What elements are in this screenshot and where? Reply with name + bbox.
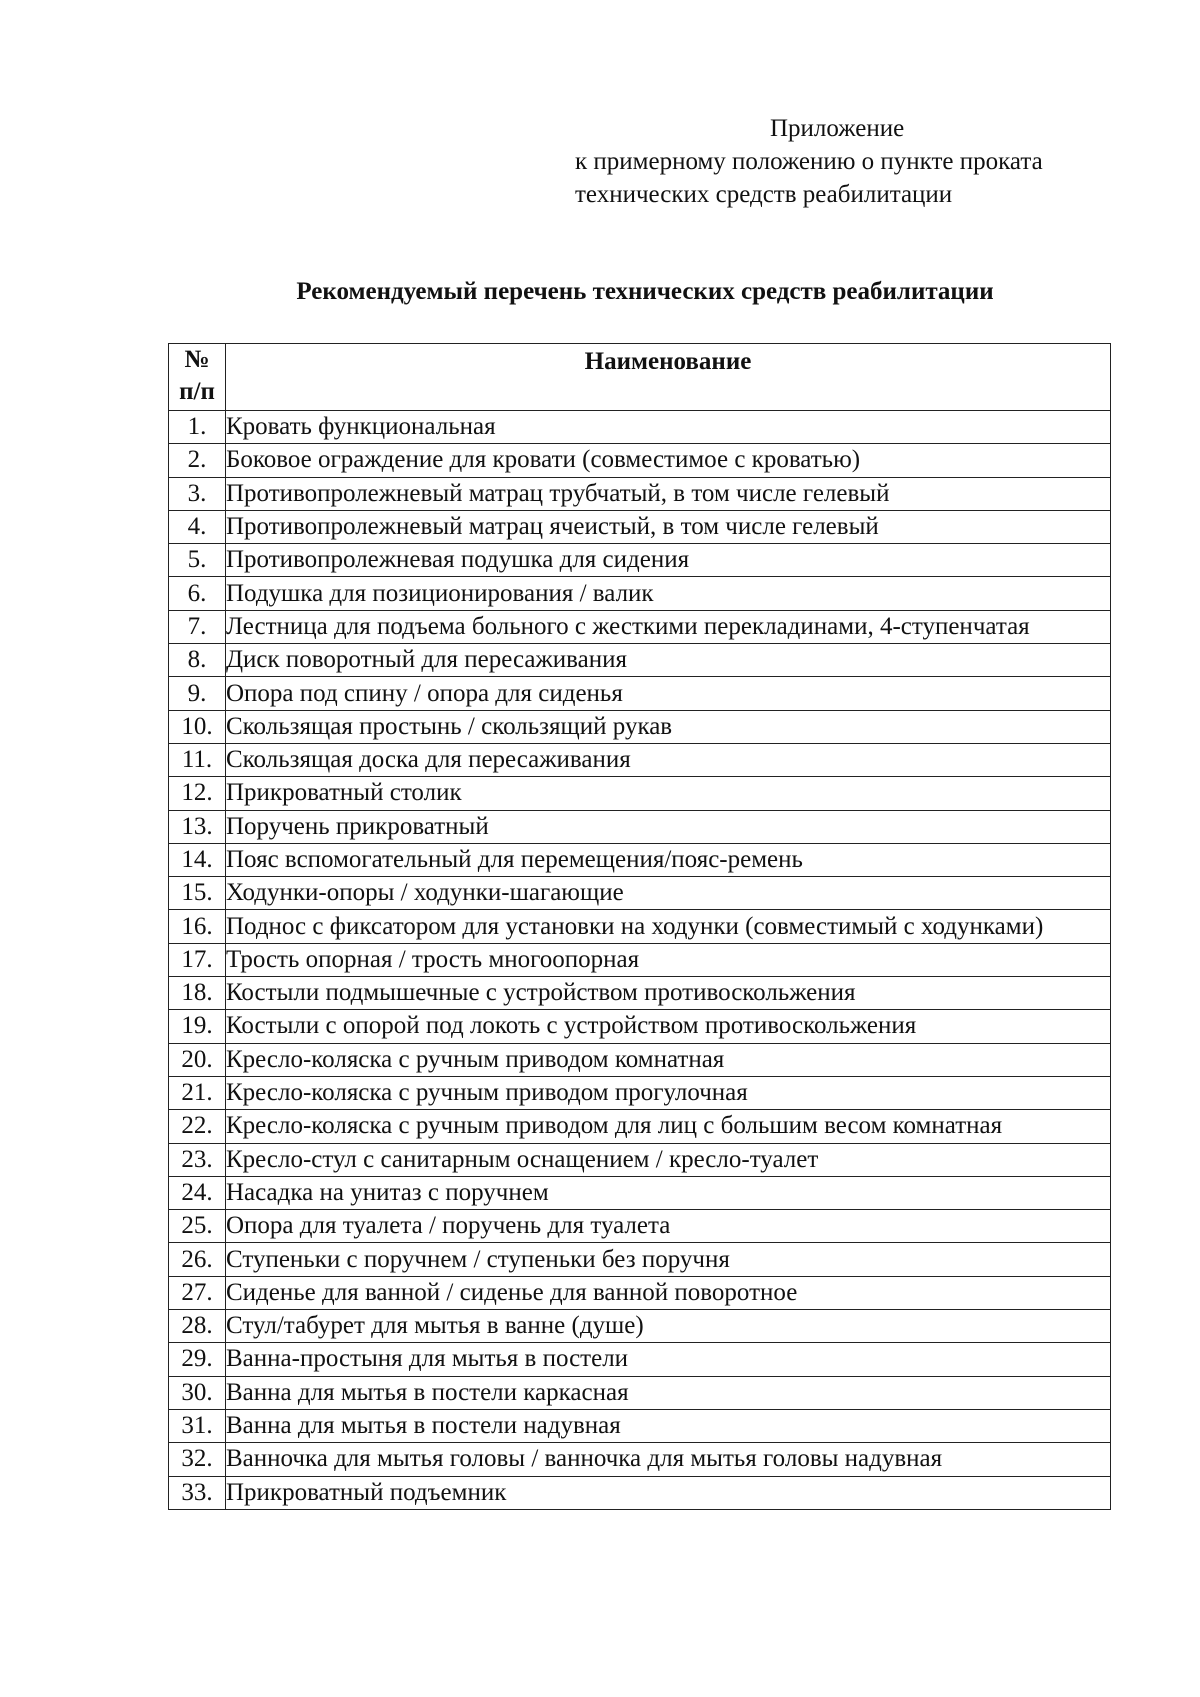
row-number: 30.	[169, 1376, 226, 1409]
row-number: 5.	[169, 544, 226, 577]
row-name: Ступеньки с поручнем / ступеньки без поручня	[226, 1243, 1111, 1276]
annex-header	[575, 112, 1135, 211]
row-name: Костыли подмышечные с устройством противоскольжения	[226, 977, 1111, 1010]
table-row	[169, 777, 1111, 810]
row-number: 1.	[169, 411, 226, 444]
header-name: Наименование	[226, 344, 1111, 411]
document-title: Рекомендуемый перечень технических средств реабилитации	[296, 278, 994, 305]
row-number: 19.	[169, 1010, 226, 1043]
table-row	[169, 877, 1111, 910]
table-row	[169, 1210, 1111, 1243]
row-number: 2.	[169, 444, 226, 477]
row-number: 28.	[169, 1310, 226, 1343]
table-row	[169, 810, 1111, 843]
row-number: 13.	[169, 810, 226, 843]
row-name: Опора для туалета / поручень для туалета	[226, 1210, 1111, 1243]
row-number: 24.	[169, 1176, 226, 1209]
row-number: 15.	[169, 877, 226, 910]
row-number: 8.	[169, 644, 226, 677]
row-number: 29.	[169, 1343, 226, 1376]
row-number: 26.	[169, 1243, 226, 1276]
row-name: Противопролежневая подушка для сидения	[226, 544, 1111, 577]
row-number: 22.	[169, 1110, 226, 1143]
row-name: Костыли с опорой под локоть с устройством противоскольжения	[226, 1010, 1111, 1043]
row-name: Противопролежневый матрац ячеистый, в том числе гелевый	[226, 510, 1111, 543]
row-name: Ванна для мытья в постели надувная	[226, 1409, 1111, 1442]
row-name: Ванна-простыня для мытья в постели	[226, 1343, 1111, 1376]
row-name: Скользящая доска для пересаживания	[226, 743, 1111, 776]
table-row	[169, 910, 1111, 943]
row-name: Прикроватный подъемник	[226, 1476, 1111, 1509]
row-name: Кресло-коляска с ручным приводом для лиц с большим весом комнатная	[226, 1110, 1111, 1143]
rehabilitation-means-table	[168, 343, 1111, 1510]
table-row	[169, 710, 1111, 743]
row-name: Противопролежневый матрац трубчатый, в том числе гелевый	[226, 477, 1111, 510]
row-number: 10.	[169, 710, 226, 743]
table-row	[169, 1010, 1111, 1043]
table-row	[169, 1143, 1111, 1176]
table-row	[169, 1276, 1111, 1309]
table-row	[169, 444, 1111, 477]
row-number: 18.	[169, 977, 226, 1010]
row-number: 6.	[169, 577, 226, 610]
table-row	[169, 977, 1111, 1010]
row-name: Трость опорная / трость многоопорная	[226, 943, 1111, 976]
row-number: 11.	[169, 743, 226, 776]
table-body	[169, 411, 1111, 1510]
row-number: 14.	[169, 843, 226, 876]
table-row	[169, 1409, 1111, 1442]
table-row	[169, 544, 1111, 577]
row-name: Прикроватный столик	[226, 777, 1111, 810]
row-number: 9.	[169, 677, 226, 710]
row-number: 33.	[169, 1476, 226, 1509]
header-number-abbr: п/п	[179, 378, 215, 405]
row-number: 25.	[169, 1210, 226, 1243]
row-number: 12.	[169, 777, 226, 810]
row-name: Стул/табурет для мытья в ванне (душе)	[226, 1310, 1111, 1343]
row-number: 4.	[169, 510, 226, 543]
row-number: 27.	[169, 1276, 226, 1309]
table-row	[169, 943, 1111, 976]
table-row	[169, 510, 1111, 543]
row-number: 7.	[169, 610, 226, 643]
row-number: 20.	[169, 1043, 226, 1076]
table-row	[169, 677, 1111, 710]
row-name: Пояс вспомогательный для перемещения/пояс-ремень	[226, 843, 1111, 876]
row-name: Диск поворотный для пересаживания	[226, 644, 1111, 677]
table-row	[169, 743, 1111, 776]
row-number: 23.	[169, 1143, 226, 1176]
annex-subtitle-line2: технических средств реабилитации	[575, 181, 953, 208]
row-name: Кресло-коляска с ручным приводом прогулочная	[226, 1076, 1111, 1109]
table-row	[169, 1243, 1111, 1276]
table-row	[169, 1110, 1111, 1143]
table-row	[169, 477, 1111, 510]
table-row	[169, 1376, 1111, 1409]
table-row	[169, 644, 1111, 677]
row-name: Поручень прикроватный	[226, 810, 1111, 843]
row-name: Ванночка для мытья головы / ванночка для мытья головы надувная	[226, 1443, 1111, 1476]
annex-title: Приложение	[770, 115, 905, 142]
table-row	[169, 843, 1111, 876]
table-row	[169, 1476, 1111, 1509]
table-row	[169, 1310, 1111, 1343]
table-row	[169, 1076, 1111, 1109]
row-name: Боковое ограждение для кровати (совместимое с кроватью)	[226, 444, 1111, 477]
row-name: Опора под спину / опора для сиденья	[226, 677, 1111, 710]
row-name: Скользящая простынь / скользящий рукав	[226, 710, 1111, 743]
row-name: Лестница для подъема больного с жесткими перекладинами, 4-ступенчатая	[226, 610, 1111, 643]
header-number-symbol: №	[184, 346, 210, 373]
row-name: Кресло-стул с санитарным оснащением / кресло-туалет	[226, 1143, 1111, 1176]
row-name: Поднос с фиксатором для установки на ходунки (совместимый с ходунками)	[226, 910, 1111, 943]
row-name: Подушка для позиционирования / валик	[226, 577, 1111, 610]
table-row	[169, 1443, 1111, 1476]
row-number: 21.	[169, 1076, 226, 1109]
row-number: 32.	[169, 1443, 226, 1476]
table-row	[169, 577, 1111, 610]
table-row	[169, 1343, 1111, 1376]
table-header-row	[169, 344, 1111, 411]
header-number	[169, 344, 226, 411]
row-name: Сиденье для ванной / сиденье для ванной поворотное	[226, 1276, 1111, 1309]
row-number: 17.	[169, 943, 226, 976]
row-name: Насадка на унитаз с поручнем	[226, 1176, 1111, 1209]
row-name: Кресло-коляска с ручным приводом комнатная	[226, 1043, 1111, 1076]
table-row	[169, 1043, 1111, 1076]
row-number: 16.	[169, 910, 226, 943]
row-name: Ходунки-опоры / ходунки-шагающие	[226, 877, 1111, 910]
annex-subtitle-line1: к примерному положению о пункте проката	[575, 148, 1043, 175]
row-name: Кровать функциональная	[226, 411, 1111, 444]
table-row	[169, 610, 1111, 643]
row-number: 3.	[169, 477, 226, 510]
table-row	[169, 411, 1111, 444]
row-name: Ванна для мытья в постели каркасная	[226, 1376, 1111, 1409]
row-number: 31.	[169, 1409, 226, 1442]
table-row	[169, 1176, 1111, 1209]
